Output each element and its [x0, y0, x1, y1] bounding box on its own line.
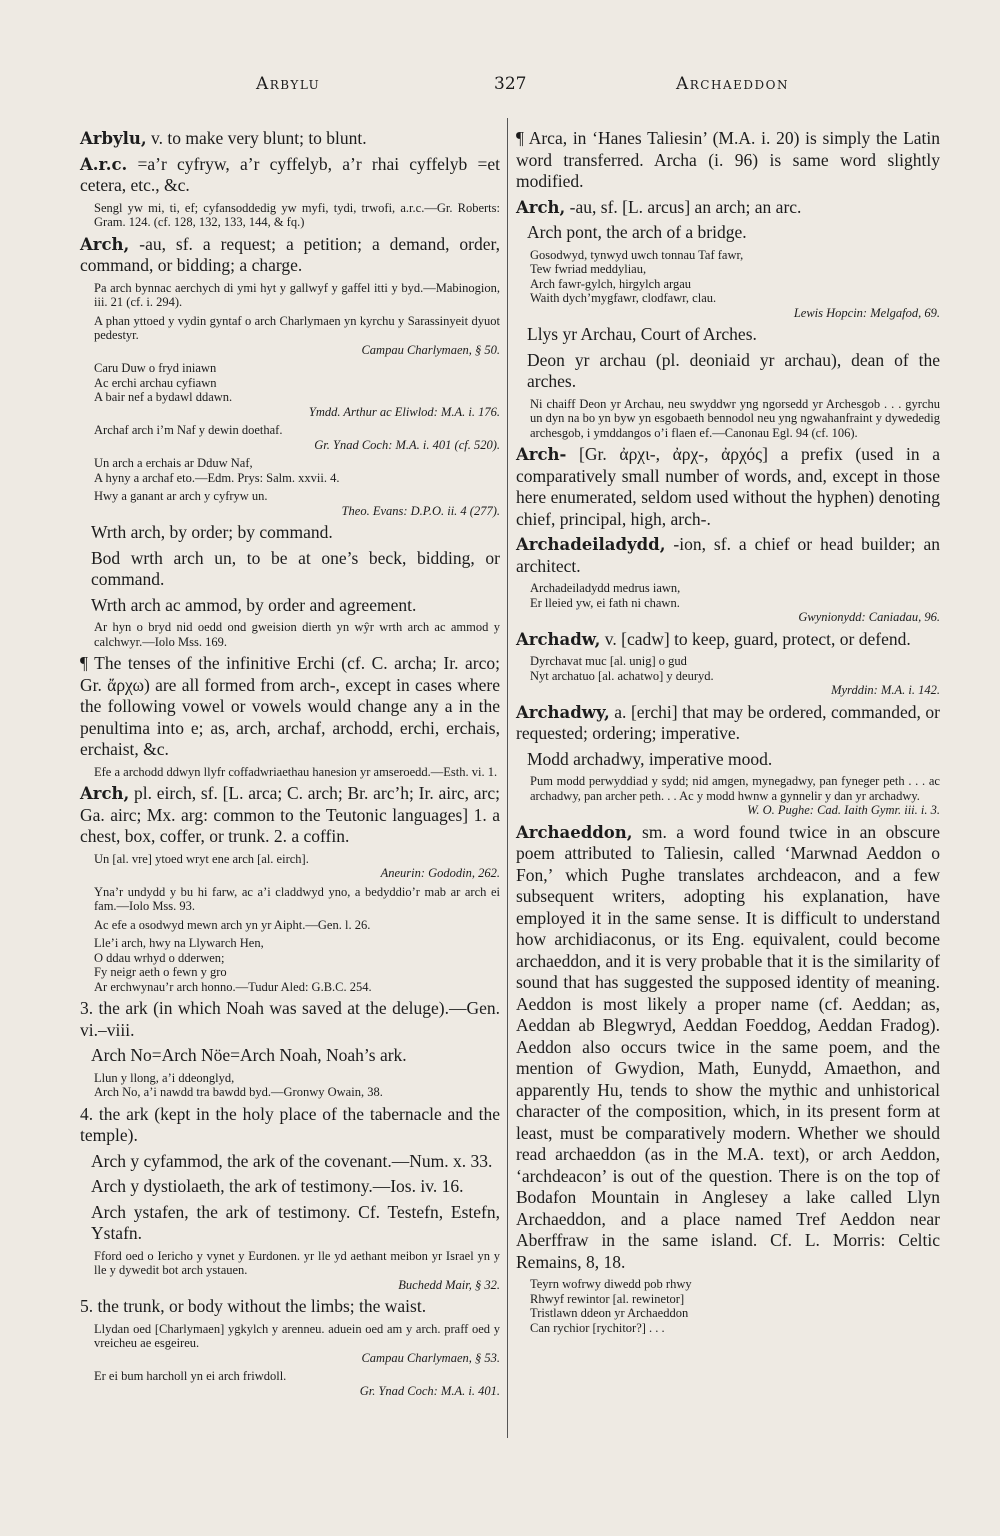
- verse-quotation: [94, 456, 500, 485]
- quotation-citation: Gr. Ynad Coch: M.A. i. 401.: [359, 1383, 500, 1398]
- verse-quotation: [530, 581, 940, 625]
- headword: Arch-: [516, 445, 567, 464]
- definition-text: [Gr. ἀρχι-, ἀρχ-, ἀρχός] a prefix (used in a comparatively small number of words, and, except in those here enumerated, seldom used without the hyphen) denoting chief, principal, high, arch-.: [516, 444, 940, 529]
- quotation-citation: Aneurin: Gododin, 262.: [380, 866, 500, 880]
- sense-entry: ¶ Arca, in ‘Hanes Taliesin’ (M.A. i. 20) is simply the Latin word transferred. Archa (i. 96) is same word slightly modified.: [516, 128, 940, 191]
- dictionary-entry: [80, 234, 500, 277]
- sub-entry: Llys yr Archau, Court of Arches.: [527, 324, 757, 344]
- prose-quotation: [94, 1322, 500, 1366]
- verse-quotation: [530, 1277, 940, 1335]
- sense-entry: 4. the ark (kept in the holy place of the tabernacle and the temple).: [80, 1103, 500, 1145]
- verse-quotation: [94, 936, 500, 994]
- prose-quotation: [94, 201, 500, 230]
- quotation-text: A phan yttoed y vydin gyntaf o arch Charlymaen yn kyrchu y Sarassinyeit dyuot pedestyr.: [94, 313, 500, 342]
- sense-entry: 5. the trunk, or body without the limbs; the waist.: [80, 1296, 427, 1316]
- right-column: [516, 128, 940, 1339]
- headword: Arbylu,: [80, 129, 147, 148]
- sub-entry: Arch y cyfammod, the ark of the covenant.—Num. x. 33.: [91, 1150, 493, 1171]
- quotation-text: Un arch a erchais ar Dduw Naf, A hyny a archaf eto.—Edm. Prys: Salm. xxvii. 4.: [94, 456, 340, 485]
- quotation-text: Yna’r undydd y bu hi farw, ac a’i claddwyd yno, a bedyddio’r mab ar arch ei fam.—Iolo Mss. 93.: [94, 884, 500, 913]
- sense-entry: 3. the ark (in which Noah was saved at the deluge).—Gen. vi.–viii.: [80, 998, 500, 1040]
- verse-quotation: [530, 654, 940, 698]
- quotation-text: Lle’i arch, hwy na Llywarch Hen, O ddau wrhyd o dderwen; Fy neigr aeth o fewn y gro Ar erchwynau’r arch honno.—Tudur Aled: G.B.C. 254.: [94, 936, 372, 994]
- quotation-citation: Gr. Ynad Coch: M.A. i. 401 (cf. 520).: [314, 437, 500, 452]
- definition-text: -au, sf. a request; a petition; a demand, order, command, or bidding; a charge.: [80, 233, 500, 275]
- headword: Archadwy,: [516, 702, 610, 722]
- headword: Arch,: [80, 234, 130, 254]
- quotation-text: Llun y llong, a’i ddeonglyd, Arch No, a’i nawdd tra bawdd byd.—Gronwy Owain, 38.: [94, 1070, 383, 1099]
- quotation-text: Archaf arch i’m Naf y dewin doethaf.: [94, 423, 283, 437]
- quotation-text: Gosodwyd, tynwyd uwch tonnau Taf fawr, Tew fwriad meddyliau, Arch fawr-gylch, hirgylch argau Waith dych’mygfawr, clodfawr, clau.: [530, 247, 744, 305]
- running-header: [80, 74, 920, 102]
- dictionary-entry: [80, 783, 500, 848]
- headword: Archaeddon,: [516, 822, 633, 842]
- dictionary-entry: [516, 629, 940, 651]
- prose-quotation: [94, 314, 500, 358]
- headword: A.r.c.: [80, 154, 128, 174]
- quotation-text: Pum modd perwyddiad y sydd; nid amgen, mynegadwy, pan fyneger peth . . . ac archadwy, pan archer peth. . . Ac y modd hwnw a gynnelir y dan yr archadwy.: [530, 774, 940, 803]
- prose-quotation: [94, 885, 500, 914]
- quotation-text: Ar hyn o bryd nid oedd ond gweision dierth yn wŷr wrth arch ac ammod y calchwyr.—Iolo Mss. 169.: [94, 620, 500, 649]
- sub-entry: Arch ystafen, the ark of testimony. Cf. Testefn, Estefn, Ystafn.: [91, 1201, 500, 1243]
- verse-quotation: [530, 248, 940, 321]
- definition-text: pl. eirch, sf. [L. arca; C. arch; Br. arc’h; Ir. airc, arc; Ga. airc; Mx. arg: common to the Teutonic languages] 1. a chest, box, coffer, or trunk. 2. a coffin.: [80, 783, 501, 846]
- quotation-text: Caru Duw o fryd iniawn Ac erchi archau cyfiawn A bair nef a bydawl ddawn.: [94, 361, 233, 404]
- header-right-guide-word: Archaeddon: [676, 74, 789, 94]
- definition-text: -au, sf. [L. arcus] an arch; an arc.: [569, 196, 802, 217]
- sub-entry: Arch pont, the arch of a bridge.: [527, 222, 747, 242]
- sub-entry: Arch No=Arch Nöe=Arch Noah, Noah’s ark.: [91, 1045, 407, 1065]
- headword: Archadw,: [516, 629, 601, 649]
- prose-quotation: [530, 397, 940, 441]
- quotation-citation: Campau Charlymaen, § 53.: [361, 1350, 500, 1365]
- sub-entry: Wrth arch, by order; by command.: [91, 522, 333, 542]
- definition-text: =a’r cyfryw, a’r cyffelyb, a’r rhai cyffelyb =et cetera, etc., &c.: [80, 153, 500, 195]
- definition-text: a. [erchi] that may be ordered, commanded, or requested; ordering; imperative.: [516, 701, 940, 743]
- quotation-text: Ni chaiff Deon yr Archau, neu swyddwr yng ngorsedd yr Archesgob . . . gyrchu un dyn na bo yn byw yn esgobaeth bennodol neu yng ngwahanfraint y dywededig archesgob, i ymddangos o’i flaen ef.—Canonau Egl. 94 (cf. 106).: [530, 396, 940, 440]
- quotation-text: Dyrchavat muc [al. unig] o gud Nyt archatuo [al. achatwo] y deuryd.: [530, 654, 714, 683]
- headword: Arch,: [516, 197, 566, 217]
- definition-text: v. [cadw] to keep, guard, protect, or defend.: [604, 628, 911, 649]
- quotation-citation: Campau Charlymaen, § 50.: [361, 342, 500, 357]
- column-divider: [507, 118, 508, 1438]
- quotation-citation: Lewis Hopcin: Melgafod, 69.: [793, 305, 940, 320]
- left-column: [80, 128, 500, 1402]
- prose-quotation: [94, 281, 500, 310]
- sub-entry: Wrth arch ac ammod, by order and agreement.: [91, 594, 417, 615]
- headword: Arch,: [80, 784, 130, 803]
- quotation-citation: Theo. Evans: D.P.O. ii. 4 (277).: [341, 503, 500, 518]
- prose-quotation: [94, 620, 500, 649]
- sub-entry: Modd archadwy, imperative mood.: [527, 748, 773, 769]
- page-number: 327: [494, 74, 527, 94]
- header-left-guide-word: Arbylu: [256, 74, 321, 94]
- prose-quotation: [530, 774, 940, 818]
- dictionary-entry: [516, 197, 940, 219]
- verse-quotation: [94, 489, 500, 518]
- prose-quotation: [94, 852, 500, 881]
- dictionary-entry: [516, 702, 940, 745]
- quotation-citation: Gwynionydd: Caniadau, 96.: [798, 610, 940, 624]
- quotation-text: Hwy a ganant ar arch y cyfryw un.: [94, 489, 268, 503]
- quotation-text: Er ei bum harcholl yn ei arch friwdoll.: [94, 1369, 287, 1383]
- sub-entry: Deon yr archau (pl. deoniaid yr archau), dean of the arches.: [527, 349, 940, 391]
- headword: Archadeiladydd,: [516, 535, 666, 554]
- dictionary-entry: [80, 128, 500, 150]
- quotation-text: Sengl yw mi, ti, ef; cyfansoddedig yw myfi, tydi, trwofi, a.r.c.—Gr. Roberts: Gram. 124. (cf. 128, 132, 133, 144, & fq.): [94, 200, 500, 229]
- dictionary-entry: [516, 822, 940, 1274]
- sense-entry: ¶ The tenses of the infinitive Erchi (cf. C. archa; Ir. arco; Gr. ἄρχω) are all formed from arch-, except in cases where the following vowel or vowels would change any a in the penultima into e; as, arch, archaf, archodd, erchi, erchais, erchaist, &c.: [80, 653, 500, 759]
- verse-quotation: [94, 1071, 500, 1100]
- dictionary-entry: [80, 154, 500, 197]
- prose-quotation: [94, 1249, 500, 1293]
- quotation-text: Teyrn wofrwy diwedd pob rhwy Rhwyf rewintor [al. rewinetor] Tristlawn ddeon yr Archaeddon Can rychior [rychitor?] . . .: [530, 1277, 692, 1335]
- quotation-text: Llydan oed [Charlymaen] ygkylch y arenneu. aduein oed am y arch. praff oed y vreicheu ae esgeireu.: [94, 1321, 500, 1350]
- prose-quotation: [94, 765, 500, 780]
- quotation-citation: Ymdd. Arthur ac Eliwlod: M.A. i. 176.: [308, 404, 500, 419]
- dictionary-entry: [516, 444, 940, 530]
- prose-quotation: [94, 918, 500, 933]
- quotation-text: Pa arch bynnac aerchych di ymi hyt y gallwyf y gaffel itti y byd.—Mabinogion, iii. 21 (cf. i. 294).: [94, 280, 500, 309]
- quotation-text: Un [al. vre] ytoed wryt ene arch [al. eirch].: [94, 851, 309, 866]
- dictionary-entry: [516, 534, 940, 577]
- verse-quotation: [94, 361, 500, 419]
- quotation-citation: Buchedd Mair, § 32.: [398, 1277, 500, 1292]
- quotation-text: Archadeiladydd medrus iawn, Er lleied yw, ei fath ni chawn.: [530, 581, 681, 610]
- definition-text: v. to make very blunt; to blunt.: [151, 128, 367, 148]
- definition-text: sm. a word found twice in an obscure poem attributed to Taliesin, called ‘Marwnad Aeddon o Fon,’ which Pughe translates archdeacon, and a few subsequent writers, adopting his explanation, have employed it in the same sense. It is difficult to understand how archidiaconus, or its Eng. equivalent, could become archaeddon, and it is very probable that it is the similarity of sound that has suggested the supposed identity of meaning. Aeddon is most likely a proper name (cf. Aeddan; as, Aeddan ab Blegwryd, Aeddan Foeddog, Aeddan Fradog). Aeddon also occurs twice in the same poem, and the mention of Gwydion, Math, Eunydd, Amaethon, and apparently Hu, tends to show the mythic and unhistorical character of the composition, which, in its present form at least, must be comparatively modern. Whether we should read archaeddon (as in the M.A. text), or arch Aeddon, ‘archdeacon’ is out of the question. There is on the top of Bodafon Mountain in Anglesey a lake called Llyn Archaeddon, and a place named Tref Aeddon near Aberffraw in the same island. Cf. L. Morris: Celtic Remains, 8, 18.: [516, 821, 940, 1272]
- verse-quotation: [94, 1369, 500, 1398]
- definition-text: -ion, sf. a chief or head builder; an architect.: [516, 534, 940, 576]
- sub-entry: Bod wrth arch un, to be at one’s beck, bidding, or command.: [91, 547, 500, 589]
- quotation-text: Fford oed o Iericho y vynet y Eurdonen. yr lle yd aethant meibon yr Israel yn y lle y dywedit bot arch ystauen.: [94, 1248, 500, 1277]
- quotation-text: Efe a archodd ddwyn llyfr coffadwriaethau hanesion yr amseroedd.—Esth. vi. 1.: [94, 764, 498, 779]
- quotation-citation: W. O. Pughe: Cad. Iaith Gymr. iii. i. 3.: [747, 803, 940, 817]
- quotation-text: Ac efe a osodwyd mewn arch yn yr Aipht.—Gen. l. 26.: [94, 917, 371, 932]
- quotation-citation: Myrddin: M.A. i. 142.: [831, 683, 940, 697]
- sub-entry: Arch y dystiolaeth, the ark of testimony.—Ios. iv. 16.: [91, 1176, 464, 1196]
- verse-quotation: [94, 423, 500, 452]
